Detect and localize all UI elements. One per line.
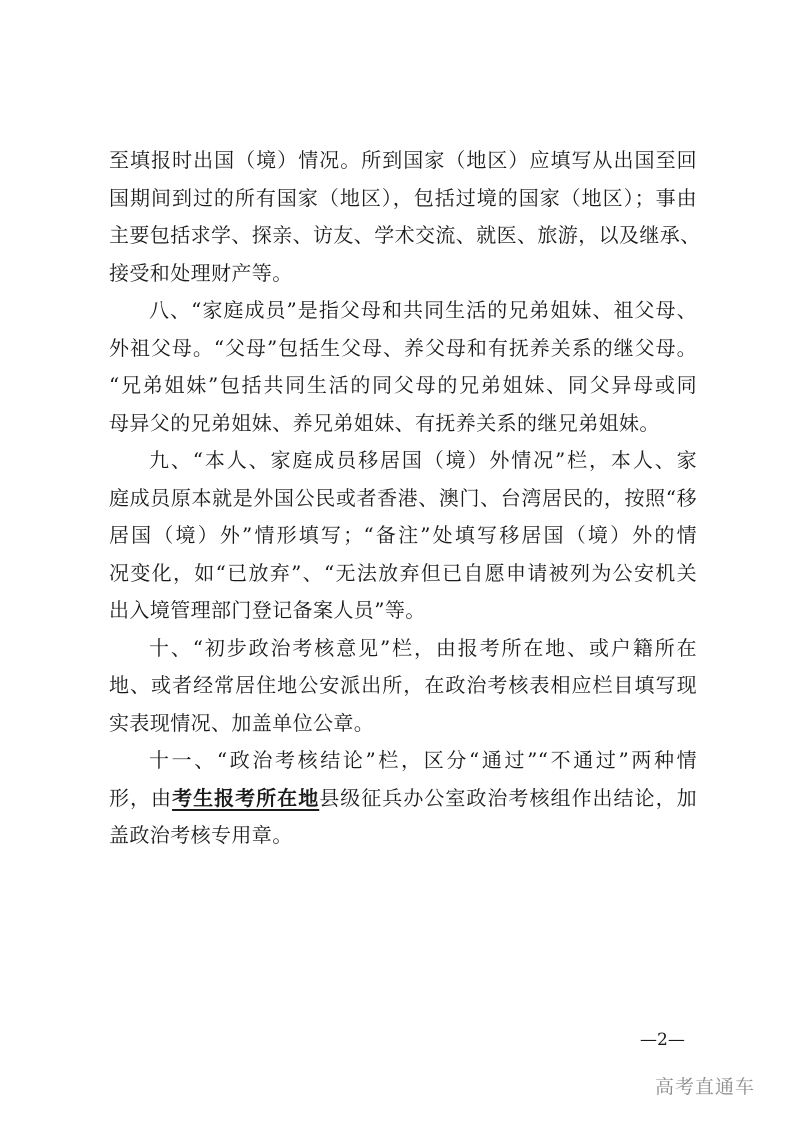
paragraph-7-continuation (109, 142, 701, 292)
text-line: 国期间到过的所有国家（地区），包括过境的国家（地区）；事由 (109, 185, 697, 210)
text-line: 居国（境）外”情形填写；“备注”处填写移居国（境）外的情 (109, 523, 697, 547)
text-line: 接受和处理财产等。 (109, 260, 293, 285)
text-segment: 形，由 (109, 785, 173, 810)
text-line: 母异父的兄弟姐妹、养兄弟姐妹、有抚养关系的继兄弟姐妹。 (109, 410, 660, 435)
text-line: “兄弟姐妹”包括共同生活的同父母的兄弟姐妹、同父异母或同 (109, 373, 697, 397)
paragraph-8 (109, 292, 697, 442)
text-line: 九、“本人、家庭成员移居国（境）外情况”栏，本人、家 (149, 448, 697, 472)
text-line: 地、或者经常居住地公安派出所，在政治考核表相应栏目填写现 (109, 673, 697, 697)
text-line: 十一、“政治考核结论”栏，区分“通过”“不通过”两种情 (149, 748, 697, 772)
text-line: 出入境管理部门登记备案人员”等。 (109, 598, 426, 622)
watermark: 高考直通车 (655, 1076, 756, 1098)
text-line: 至填报时出国（境）情况。所到国家（地区）应填写从出国至回 (109, 148, 697, 172)
text-line-with-underline (109, 780, 697, 818)
text-line: 庭成员原本就是外国公民或者香港、澳门、台湾居民的，按照“移 (109, 485, 697, 510)
paragraph-9 (109, 442, 697, 630)
text-line: 实表现情况、加盖单位公章。 (109, 710, 375, 735)
text-line: 十、“初步政治考核意见”栏，由报考所在地、或户籍所在 (149, 635, 697, 660)
text-segment: 县级征兵办公室政治考核组作出结论，加 (319, 785, 698, 810)
text-line: 盖政治考核专用章。 (109, 823, 293, 847)
text-line: 况变化，如“已放弃”、“无法放弃但已自愿申请被列为公安机关 (109, 560, 697, 585)
text-line: 外祖父母。“父母”包括生父母、养父母和有抚养关系的继父母。 (109, 335, 697, 360)
page-number: —2— (640, 1030, 685, 1050)
text-line: 八、“家庭成员”是指父母和共同生活的兄弟姐妹、祖父母、 (149, 298, 697, 322)
paragraph-10 (109, 630, 697, 743)
underlined-text: 考生报考所在地 (172, 785, 320, 810)
document-body (109, 142, 701, 855)
paragraph-11 (109, 742, 697, 855)
text-line: 主要包括求学、探亲、访友、学术交流、就医、旅游，以及继承、 (109, 223, 701, 247)
